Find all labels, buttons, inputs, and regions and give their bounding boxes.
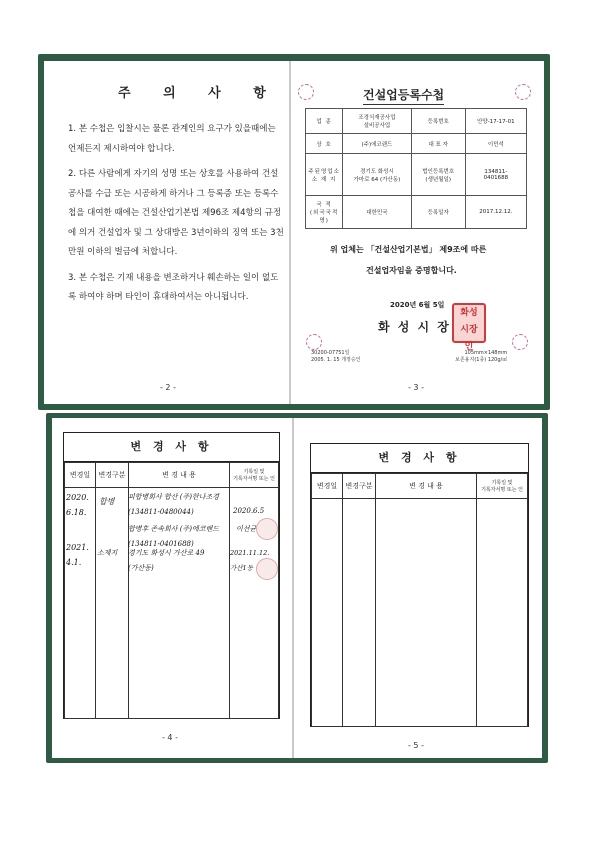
statement-line-2: 건설업자임을 증명합니다. [366, 266, 457, 275]
reg-value: 2017.12.12. [465, 196, 526, 229]
caution-item-3: 3. 본 수첩은 기재 내용을 변조하거나 훼손하는 일이 없도록 하여야 하며 타인이 휴대하여서는 아니됩니다. [68, 272, 279, 302]
caution-title: 주 의 사 항 [118, 86, 280, 101]
reg-label: 법인등록번호 (생년월일) [411, 154, 465, 196]
record-seal-icon [256, 558, 278, 580]
official-seal [452, 303, 486, 352]
entry-1-kind: 합병 [99, 497, 115, 506]
change-title: 변 경 사 항 [64, 433, 279, 462]
col-header: 기록일 및 기록자서명 또는 인 [477, 474, 528, 499]
entry-1-date: 2020. 6.18. [66, 493, 89, 517]
reg-label: 업 종 [306, 109, 343, 134]
page-number-5: - 5 - [408, 741, 424, 750]
page-number-3: - 3 - [408, 383, 424, 392]
reg-label: 등록번호 [411, 109, 465, 134]
entry-3-kind: 소재지 [97, 549, 118, 557]
page-number-2: - 2 - [160, 383, 176, 392]
entry-1-content: 피합병회사 합산 (주)한나조경 (134811-0480044) [128, 493, 220, 516]
bottom-fold [292, 418, 294, 758]
top-fold [289, 61, 291, 404]
corner-seal-icon [512, 334, 528, 350]
col-header: 변경일 [312, 474, 343, 499]
entry-3-date: 2021. 4.1. [66, 543, 89, 567]
reg-label: 등록일자 [411, 196, 465, 229]
form-code: 30200-07751일 2005. 1. 15 개정승인 [311, 350, 361, 363]
issuer-name: 화 성 시 장 [378, 320, 451, 334]
reg-label: 주된영업소 소 재 지 [306, 154, 343, 196]
col-header: 기록일 및 기록자서명 또는 인 [230, 463, 279, 488]
entry-3-content: 경기도 화성시 가산로 49 (가산동) [128, 549, 205, 572]
statement-line-1: 위 업체는 「건설산업기본법」 제9조에 따른 [330, 245, 487, 254]
reg-value: (주)에코랜드 [343, 134, 411, 154]
page-number-4: - 4 - [162, 733, 178, 742]
reg-value: 134811- 0401688 [465, 154, 526, 196]
reg-label: 대 표 자 [411, 134, 465, 154]
record-seal-icon [256, 518, 278, 540]
change-grid [311, 473, 528, 727]
reg-value: 조경식재공사업 설비공사업 [343, 109, 411, 134]
reg-label: 상 호 [306, 134, 343, 154]
caution-list [68, 120, 286, 314]
corner-seal-icon [298, 84, 314, 100]
entry-1-record: 2020.6.5 [233, 507, 265, 515]
caution-item-2: 2. 다른 사람에게 자기의 성명 또는 상호를 사용하여 건설공사를 수급 또는 시공하게 하거나 그 등록증 또는 등록수첩을 대여한 때에는 건설산업기본법 제96조 제4항의 규정에 의거 건설업자 및 그 상대방은 3년이하의 징역 또는 3천만원 이하의 벌금에 처합니다. [68, 169, 284, 257]
reg-value: 대한민국 [343, 196, 411, 229]
caution-item-1: 1. 본 수첩은 입찰시는 물론 관계인의 요구가 있을때에는 언제든지 제시하여야 합니다. [68, 124, 276, 154]
change-title: 변 경 사 항 [311, 444, 528, 473]
change-table-right [310, 443, 529, 727]
col-header: 변 경 내 용 [129, 463, 230, 488]
paper-spec: 105mm×148mm 보존용지(1종) 120g/㎡ [455, 350, 508, 363]
issue-date: 2020년 6월 5일 [390, 301, 445, 309]
reg-value: 경기도 화성시 가마로 64 (가산동) [343, 154, 411, 196]
reg-label: 국 적 (외국국적명) [306, 196, 343, 229]
corner-seal-icon [515, 84, 531, 100]
col-header: 변경구분 [96, 463, 129, 488]
col-header: 변경구분 [343, 474, 376, 499]
entry-2-record: 이선균 [236, 525, 257, 533]
col-header: 변경일 [65, 463, 96, 488]
entry-3-record: 2021.11.12. 가산1동 [230, 549, 270, 572]
entry-2-content: 합병후 존속회사 (주)에코랜드 (134811-0401688) [128, 525, 220, 548]
reg-value: 안양-17-17-01 [465, 109, 526, 134]
reg-value: 이민석 [465, 134, 526, 154]
official-seal-text: 화성시장인 [460, 308, 478, 352]
registration-title: 건설업등록수첩 [363, 86, 444, 105]
col-header: 변 경 내 용 [376, 474, 477, 499]
registration-table [305, 108, 527, 229]
corner-seal-icon [306, 334, 322, 350]
